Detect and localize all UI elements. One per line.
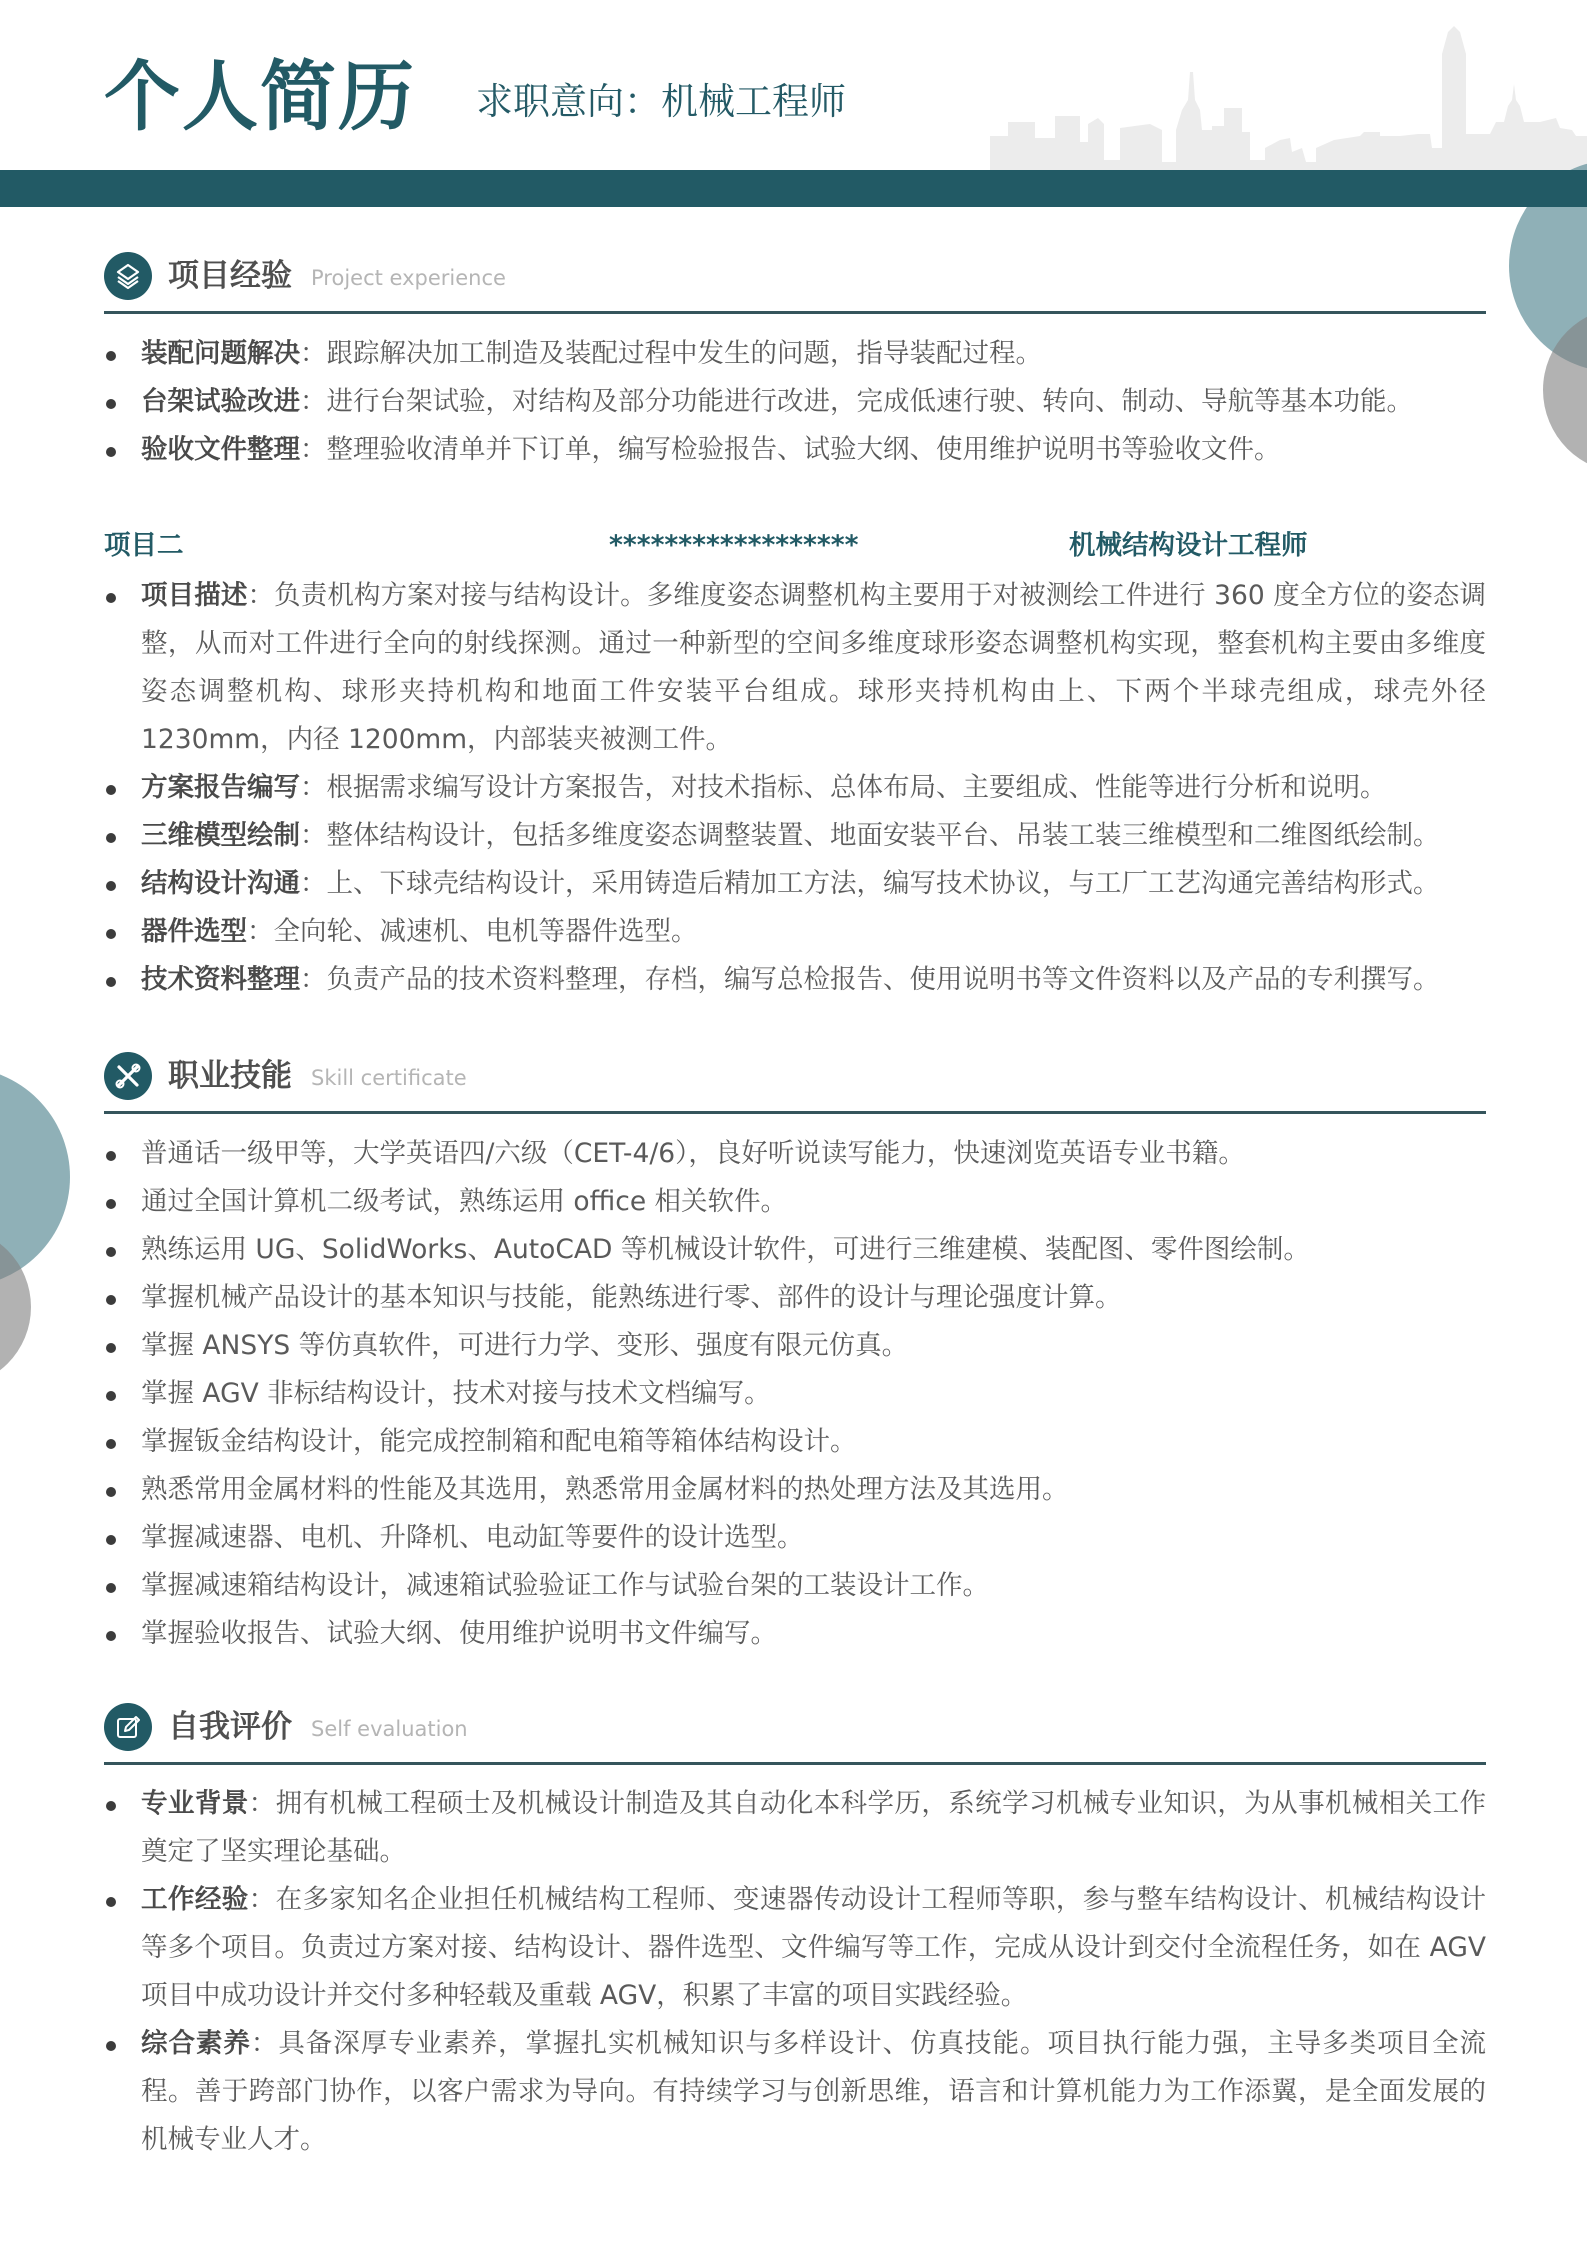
section-subtitle: Skill certificate <box>311 1066 467 1090</box>
section-subtitle: Self evaluation <box>311 1717 468 1741</box>
skills-list <box>104 1130 1486 1658</box>
list-item: 台架试验改进：进行台架试验，对结构及部分功能进行改进，完成低速行驶、转向、制动、导航等基本功能。 <box>104 378 1486 426</box>
header-band <box>0 170 1587 207</box>
project2-list <box>104 572 1486 1004</box>
list-item: 掌握机械产品设计的基本知识与技能，能熟练进行零、部件的设计与理论强度计算。 <box>104 1274 1486 1322</box>
section-divider <box>104 1111 1486 1114</box>
list-item: 三维模型绘制：整体结构设计，包括多维度姿态调整装置、地面安装平台、吊装工装三维模型和二维图纸绘制。 <box>104 812 1486 860</box>
project-role: 机械结构设计工程师 <box>1069 530 1308 561</box>
project-company: ****************** <box>609 530 859 561</box>
list-item: 掌握钣金结构设计，能完成控制箱和配电箱等箱体结构设计。 <box>104 1418 1486 1466</box>
section-title: 自我评价 <box>168 1709 292 1745</box>
list-item: 专业背景：拥有机械工程硕士及机械设计制造及其自动化本科学历，系统学习机械专业知识，为从事机械相关工作奠定了坚实理论基础。 <box>104 1780 1486 1876</box>
list-item: 方案报告编写：根据需求编写设计方案报告，对技术指标、总体布局、主要组成、性能等进行分析和说明。 <box>104 764 1486 812</box>
list-item: 结构设计沟通：上、下球壳结构设计，采用铸造后精加工方法，编写技术协议，与工厂工艺沟通完善结构形式。 <box>104 860 1486 908</box>
list-item: 装配问题解决：跟踪解决加工制造及装配过程中发生的问题，指导装配过程。 <box>104 330 1486 378</box>
section-title: 职业技能 <box>168 1058 292 1094</box>
section-divider <box>104 1762 1486 1765</box>
section-subtitle: Project experience <box>311 266 506 290</box>
list-item: 通过全国计算机二级考试，熟练运用 office 相关软件。 <box>104 1178 1486 1226</box>
job-intention: 求职意向：机械工程师 <box>476 80 846 123</box>
list-item: 掌握减速器、电机、升降机、电动缸等要件的设计选型。 <box>104 1514 1486 1562</box>
resume-title: 个人简历 <box>104 52 416 141</box>
list-item: 掌握验收报告、试验大纲、使用维护说明书文件编写。 <box>104 1610 1486 1658</box>
section-header-self-eval <box>104 1703 1486 1763</box>
list-item: 验收文件整理：整理验收清单并下订单，编写检验报告、试验大纲、使用维护说明书等验收文件。 <box>104 426 1486 474</box>
list-item: 掌握 ANSYS 等仿真软件，可进行力学、变形、强度有限元仿真。 <box>104 1322 1486 1370</box>
project1-list <box>104 330 1486 474</box>
list-item: 综合素养：具备深厚专业素养，掌握扎实机械知识与多样设计、仿真技能。项目执行能力强，主导多类项目全流程。善于跨部门协作，以客户需求为导向。有持续学习与创新思维，语言和计算机能力为工作添翼，是全面发展的机械专业人才。 <box>104 2020 1486 2164</box>
edit-icon <box>104 1703 152 1751</box>
list-item: 技术资料整理：负责产品的技术资料整理，存档，编写总检报告、使用说明书等文件资料以及产品的专利撰写。 <box>104 956 1486 1004</box>
list-item: 熟悉常用金属材料的性能及其选用，熟悉常用金属材料的热处理方法及其选用。 <box>104 1466 1486 1514</box>
list-item: 工作经验：在多家知名企业担任机械结构工程师、变速器传动设计工程师等职，参与整车结构设计、机械结构设计等多个项目。负责过方案对接、结构设计、器件选型、文件编写等工作，完成从设计到交付全流程任务，如在 AGV 项目中成功设计并交付多种轻载及重载 AGV，积累了丰富的项目实践经验。 <box>104 1876 1486 2020</box>
list-item: 熟练运用 UG、SolidWorks、AutoCAD 等机械设计软件，可进行三维建模、装配图、零件图绘制。 <box>104 1226 1486 1274</box>
layers-icon <box>104 252 152 300</box>
list-item: 掌握减速箱结构设计，减速箱试验验证工作与试验台架的工装设计工作。 <box>104 1562 1486 1610</box>
project-name: 项目二 <box>104 530 184 561</box>
section-title: 项目经验 <box>168 258 292 294</box>
section-header-project <box>104 252 1486 312</box>
list-item: 器件选型：全向轮、减速机、电机等器件选型。 <box>104 908 1486 956</box>
list-item: 掌握 AGV 非标结构设计，技术对接与技术文档编写。 <box>104 1370 1486 1418</box>
list-item: 项目描述：负责机构方案对接与结构设计。多维度姿态调整机构主要用于对被测绘工件进行 360 度全方位的姿态调整，从而对工件进行全向的射线探测。通过一种新型的空间多维度球形姿态调整机构实现，整套机构主要由多维度姿态调整机构、球形夹持机构和地面工件安装平台组成。球形夹持机构由上、下两个半球壳组成，球壳外径 1230mm，内径 1200mm，内部装夹被测工件。 <box>104 572 1486 764</box>
section-divider <box>104 311 1486 314</box>
list-item: 普通话一级甲等，大学英语四/六级（CET-4/6），良好听说读写能力，快速浏览英语专业书籍。 <box>104 1130 1486 1178</box>
section-header-skills <box>104 1052 1486 1112</box>
self-eval-list <box>104 1780 1486 2164</box>
tools-icon <box>104 1052 152 1100</box>
skyline-decoration <box>980 20 1587 172</box>
project2-header <box>104 526 1486 566</box>
